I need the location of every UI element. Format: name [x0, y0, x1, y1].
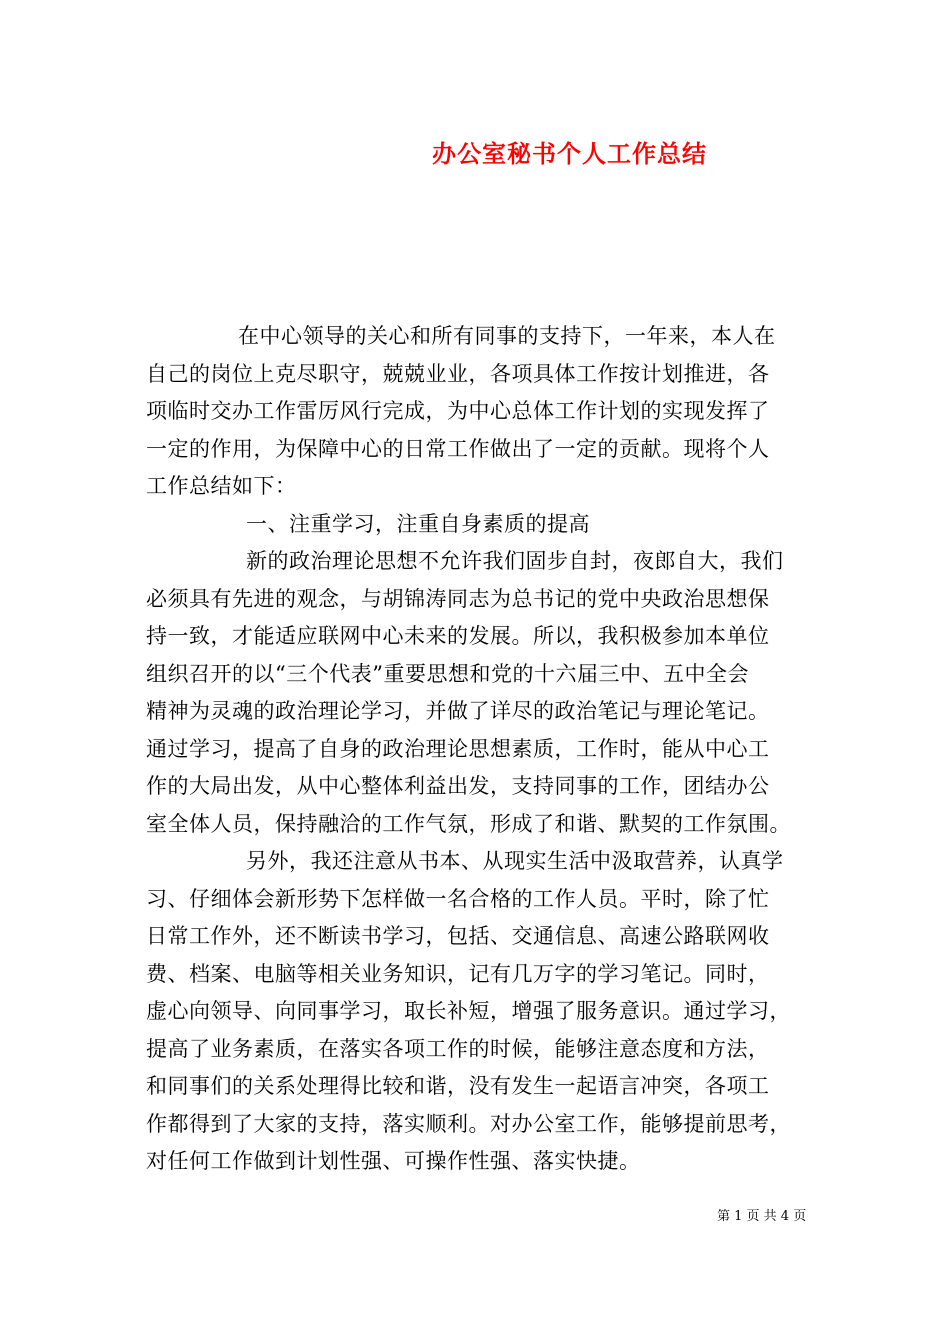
text-line: 日常工作外，还不断读书学习，包括、交通信息、高速公路联网收 — [146, 924, 770, 948]
text-line: 在中心领导的关心和所有同事的支持下，一年来，本人在 — [238, 324, 776, 348]
text-line: 提高了业务素质，在落实各项工作的时候，能够注意态度和方法， — [146, 1036, 770, 1061]
text-line: 工作总结如下： — [146, 474, 297, 498]
text-line: 习、仔细体会新形势下怎样做一名合格的工作人员。平时，除了忙 — [146, 886, 770, 911]
text-line: 对任何工作做到计划性强、可操作性强、落实快捷。 — [146, 1149, 641, 1173]
text-line: 必须具有先进的观念，与胡锦涛同志为总书记的党中央政治思想保 — [146, 586, 770, 611]
text-line: 作的大局出发，从中心整体利益出发，支持同事的工作，团结办公 — [146, 774, 770, 798]
text-line: 项临时交办工作雷厉风行完成，为中心总体工作计划的实现发挥了 — [146, 399, 770, 423]
text-line: 室全体人员，保持融洽的工作气氛，形成了和谐、默契的工作氛围。 — [146, 811, 791, 836]
section-heading: 一、注重学习，注重自身素质的提高 — [246, 511, 590, 536]
page-number-footer: 第 1 页 共 4 页 — [717, 1209, 807, 1224]
text-line: 精神为灵魂的政治理论学习，并做了详尽的政治笔记与理论笔记。 — [146, 699, 770, 723]
text-line: 新的政治理论思想不允许我们固步自封，夜郎自大，我们 — [246, 549, 784, 573]
text-line: 持一致，才能适应联网中心未来的发展。所以，我积极参加本单位 — [146, 624, 770, 648]
text-line: 费、档案、电脑等相关业务知识，记有几万字的学习笔记。同时， — [146, 961, 770, 986]
document-body — [146, 318, 826, 1181]
text-line: 作都得到了大家的支持，落实顺利。对办公室工作，能够提前思考， — [146, 1111, 791, 1136]
text-line: 通过学习，提高了自身的政治理论思想素质，工作时，能从中心工 — [146, 736, 770, 761]
document-title: 办公室秘书个人工作总结 — [432, 139, 707, 168]
text-line: 虚心向领导、向同事学习，取长补短，增强了服务意识。通过学习， — [146, 999, 791, 1023]
text-line: 和同事们的关系处理得比较和谐，没有发生一起语言冲突，各项工 — [146, 1074, 770, 1098]
text-line: 自己的岗位上克尽职守，兢兢业业，各项具体工作按计划推进，各 — [146, 361, 770, 386]
text-line: 组织召开的以“三个代表”重要思想和党的十六届三中、五中全会 — [146, 661, 749, 686]
text-line: 一定的作用，为保障中心的日常工作做出了一定的贡献。现将个人 — [146, 436, 770, 461]
text-line: 另外，我还注意从书本、从现实生活中汲取营养，认真学 — [246, 849, 784, 873]
